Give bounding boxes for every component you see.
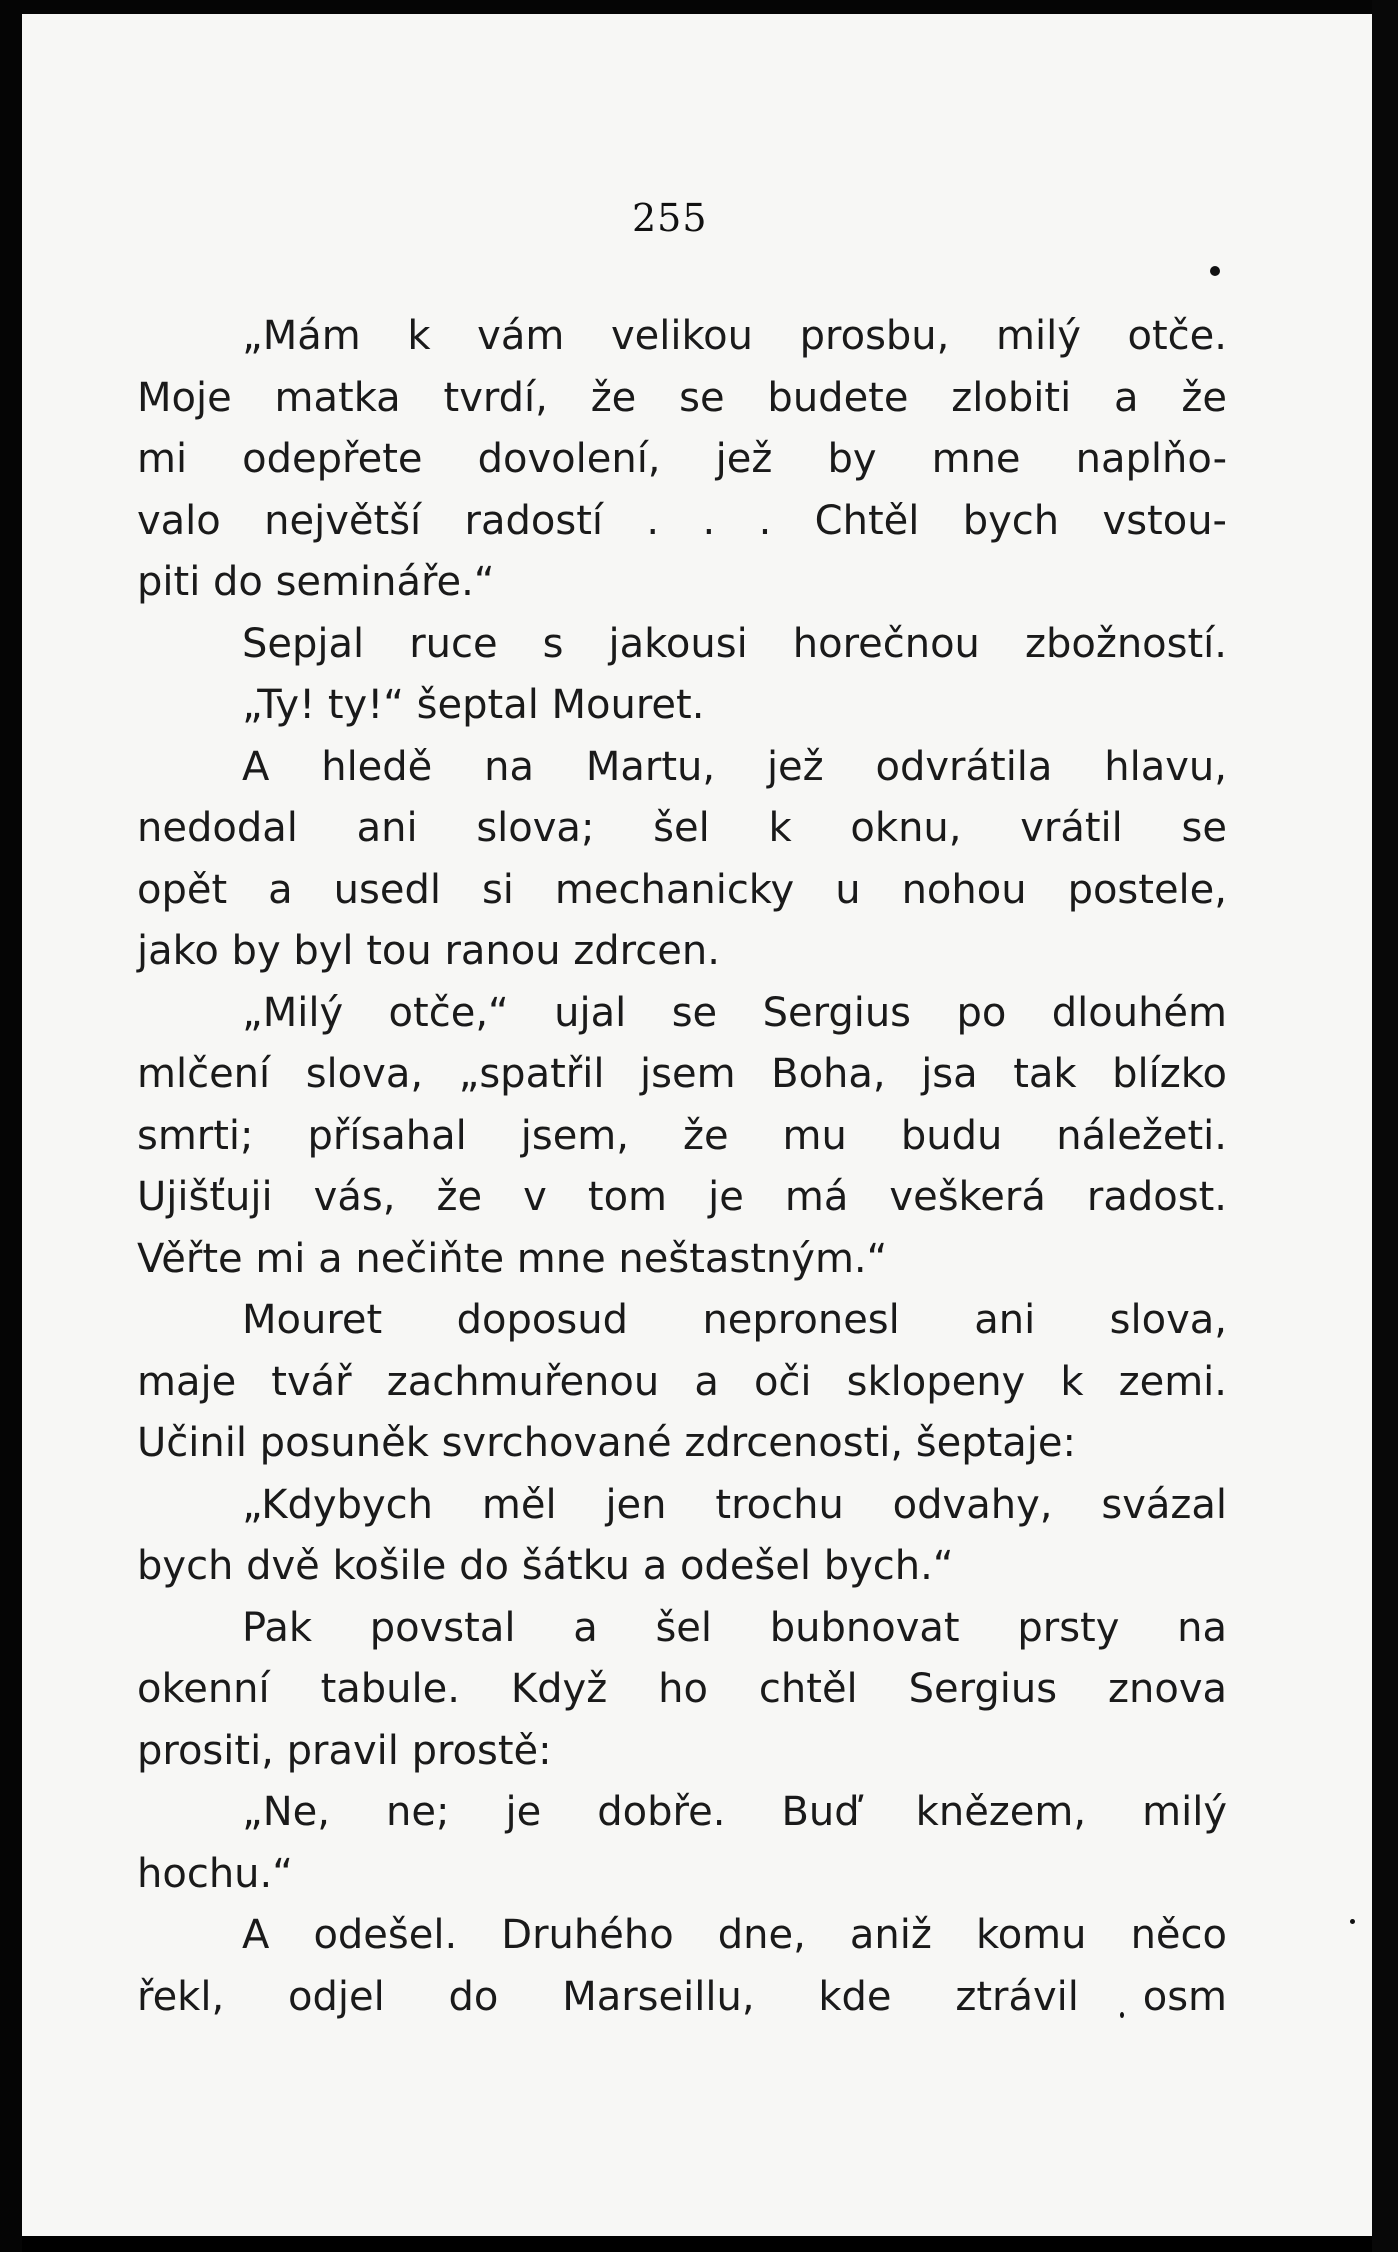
text-line: mlčení slova, „spatřil jsem Boha, jsa tak blízko	[137, 1051, 1227, 1097]
text-line: mi odepřete dovolení, jež by mne naplňo-	[137, 436, 1227, 482]
scan-border-top	[0, 0, 1398, 14]
text-line: A odešel. Druhého dne, aniž komu něco	[242, 1912, 1227, 1958]
text-line: nedodal ani slova; šel k oknu, vrátil se	[137, 805, 1227, 851]
text-line: jako by byl tou ranou zdrcen.	[137, 928, 720, 974]
text-line: Ujišťuji vás, že v tom je má veškerá radost.	[137, 1174, 1227, 1220]
book-page	[22, 14, 1372, 2236]
text-line: opět a usedl si mechanicky u nohou postele,	[137, 866, 1227, 913]
text-line: prositi, pravil prostě:	[137, 1727, 552, 1774]
text-line: Pak povstal a šel bubnovat prsty na	[242, 1604, 1227, 1651]
text-line: A hledě na Martu, jež odvrátila hlavu,	[242, 743, 1227, 790]
text-line: „Ty! ty!“ šeptal Mouret.	[242, 682, 705, 728]
text-line: Moje matka tvrdí, že se budete zlobiti a že	[137, 374, 1227, 421]
text-line: Učinil posuněk svrchované zdrcenosti, šeptaje:	[137, 1420, 1077, 1466]
text-line: maje tvář zachmuřenou a oči sklopeny k zemi.	[137, 1358, 1227, 1405]
text-line: Mouret doposud nepronesl ani slova,	[242, 1297, 1227, 1343]
text-line: Sepjal ruce s jakousi horečnou zbožností.	[242, 620, 1227, 667]
speck-mark	[1350, 1919, 1355, 1924]
speck-mark	[1210, 266, 1220, 276]
text-line: smrti; přísahal jsem, že mu budu náležeti.	[137, 1112, 1227, 1159]
text-line: „Kdybych měl jen trochu odvahy, svázal	[242, 1481, 1227, 1528]
text-line: „Milý otče,“ ujal se Sergius po dlouhém	[242, 989, 1227, 1036]
text-line: bych dvě košile do šátku a odešel bych.“	[137, 1543, 954, 1589]
body-text	[137, 306, 1227, 2028]
text-line: „Ne, ne; je dobře. Buď knězem, milý	[242, 1789, 1227, 1835]
scan-border-right	[1372, 0, 1398, 2252]
page-number: 255	[632, 196, 708, 240]
text-line: valo největší radostí . . . Chtěl bych vstou-	[137, 497, 1227, 544]
text-line: hochu.“	[137, 1850, 293, 1897]
scan-border-left	[0, 0, 22, 2252]
text-line: řekl, odjel do Marseillu, kde ztrávil osm	[137, 1973, 1227, 2020]
text-line: piti do semináře.“	[137, 559, 495, 605]
text-line: okenní tabule. Když ho chtěl Sergius znova	[137, 1666, 1227, 1712]
text-line: Věřte mi a nečiňte mne neštastným.“	[137, 1235, 888, 1282]
text-line: „Mám k vám velikou prosbu, milý otče.	[242, 313, 1227, 359]
